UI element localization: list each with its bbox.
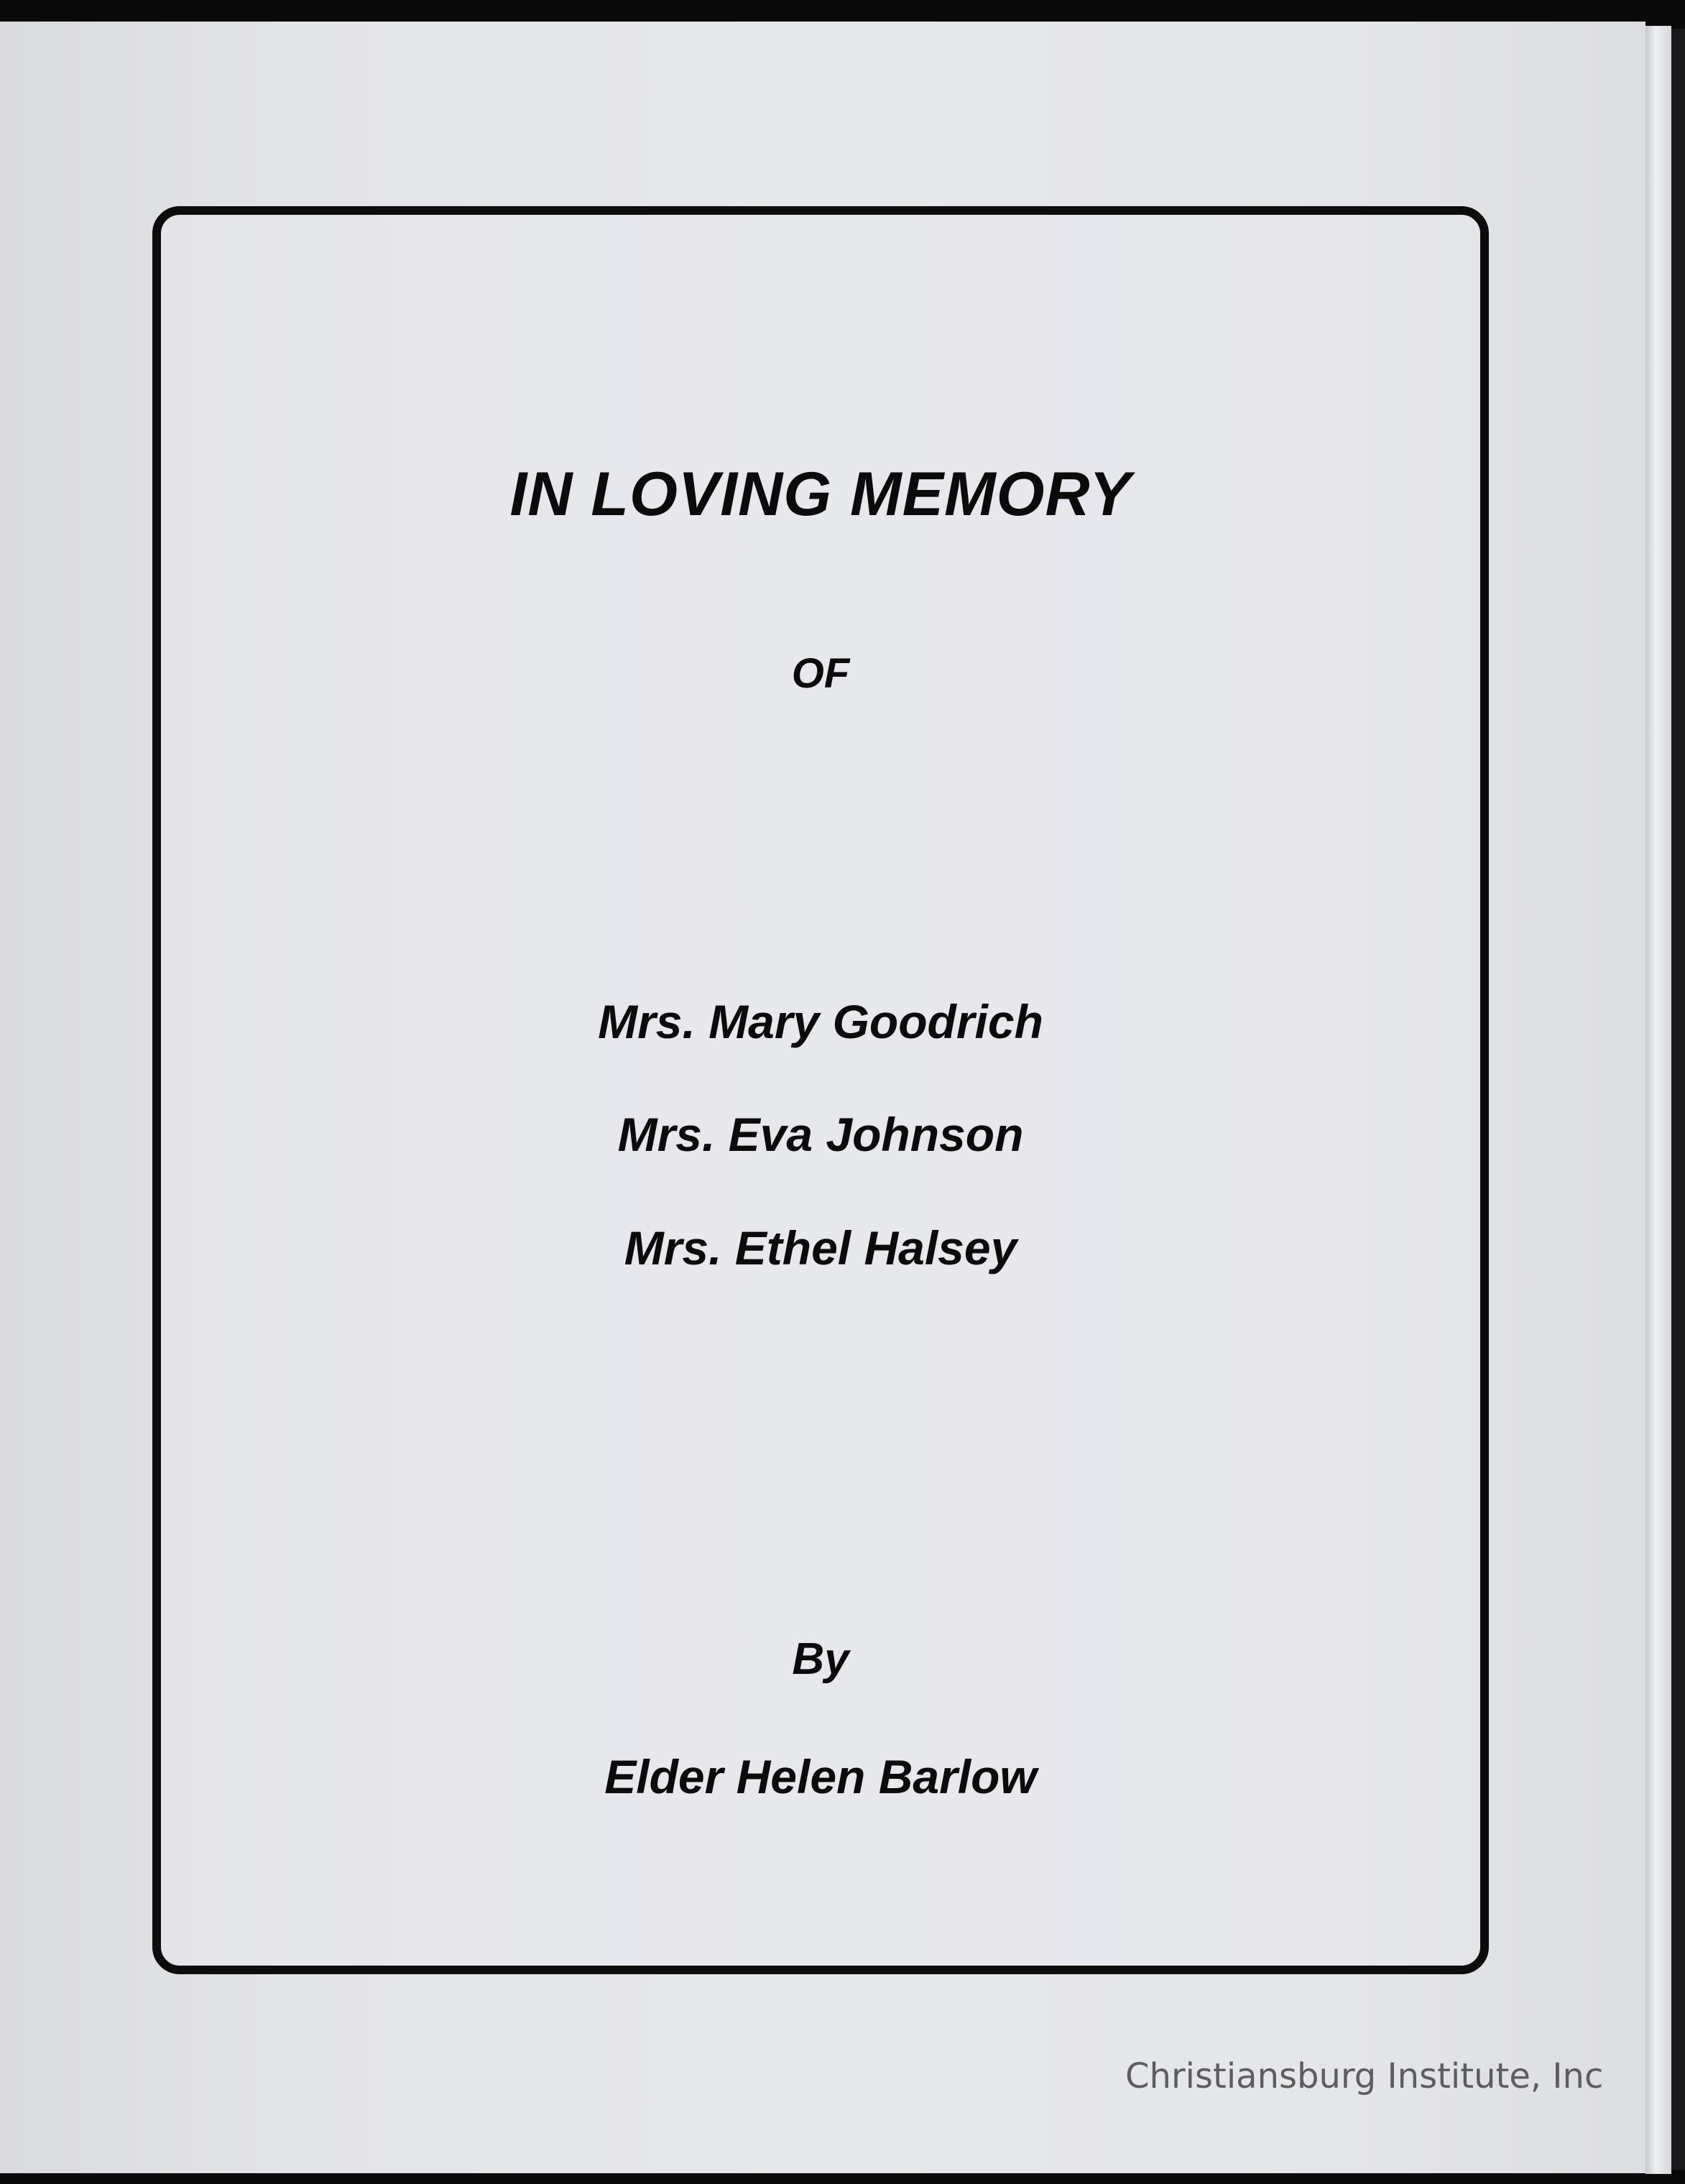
author-name: Elder Helen Barlow (604, 1750, 1037, 1803)
honoree-name: Mrs. Eva Johnson (617, 1108, 1024, 1161)
memorial-border-frame (152, 206, 1489, 1974)
memorial-title: IN LOVING MEMORY (509, 460, 1132, 529)
honoree-name: Mrs. Mary Goodrich (598, 995, 1043, 1048)
of-label: OF (791, 650, 850, 697)
page-edge (1645, 26, 1671, 2174)
honoree-name: Mrs. Ethel Halsey (624, 1221, 1017, 1274)
by-label: By (792, 1634, 849, 1684)
institution-watermark: Christiansburg Institute, Inc (1125, 2056, 1604, 2096)
page-edge-shadow (1671, 29, 1685, 2170)
